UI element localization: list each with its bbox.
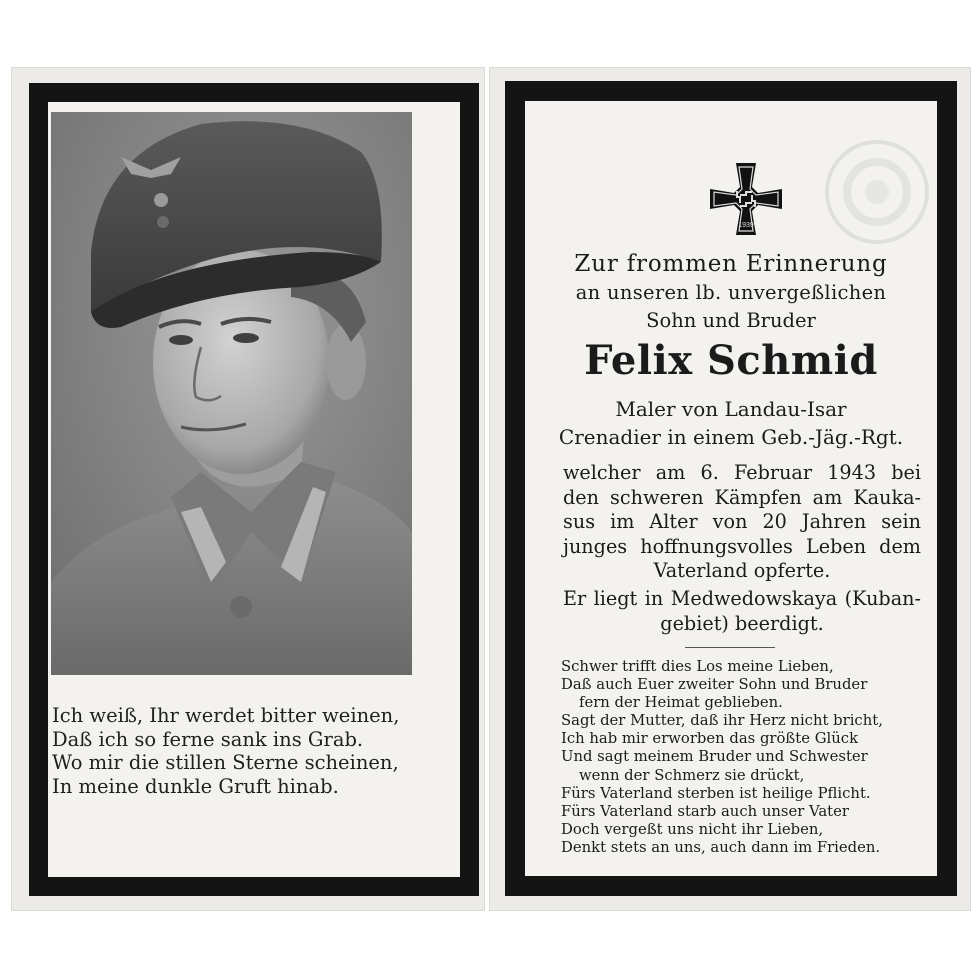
poem-line: In meine dunkle Gruft hinab. xyxy=(52,774,339,798)
poem-line: Ich weiß, Ihr werdet bitter weinen, xyxy=(52,704,400,727)
paragraph-line: welcher am 6. Februar 1943 bei xyxy=(563,461,921,484)
verse-line: fern der Heimat geblieben. xyxy=(579,694,783,712)
poem-line: Daß ich so ferne sank ins Grab. xyxy=(52,727,364,751)
verse-line: Sagt der Mutter, daß ihr Herz nicht bricht, xyxy=(561,712,883,730)
burial-paragraph xyxy=(563,587,921,636)
heading-line: an unseren lb. unvergeßlichen xyxy=(575,281,887,304)
verse-line: Fürs Vaterland starb auch unser Vater xyxy=(561,802,849,820)
paragraph-line: Vaterland opferte. xyxy=(653,559,831,582)
verse-line: wenn der Schmerz sie drückt, xyxy=(579,766,805,784)
right-card-panel xyxy=(490,68,970,910)
death-paragraph xyxy=(563,461,921,584)
verse-line: Schwer trifft dies Los meine Lieben, xyxy=(561,658,834,675)
closing-verse xyxy=(561,658,931,857)
paragraph-line: den schweren Kämpfen am Kauka- xyxy=(563,485,921,509)
divider-line xyxy=(685,647,775,648)
black-mourning-border-right xyxy=(505,81,957,896)
portrait-photo xyxy=(51,112,412,675)
paragraph-line: junges hoffnungsvolles Leben dem xyxy=(563,534,921,558)
faint-stamp-watermark xyxy=(818,133,936,251)
poem-line: Wo mir die stillen Sterne scheinen, xyxy=(52,751,399,774)
verse-line: Ich hab mir erworben das größte Glück xyxy=(561,730,859,748)
verse-line: Fürs Vaterland sterben ist heilige Pflicht. xyxy=(561,784,871,802)
memorial-poem xyxy=(52,704,442,798)
left-card-panel xyxy=(12,68,484,910)
iron-cross-icon xyxy=(710,163,782,235)
occupation-line: Maler von Landau-Isar xyxy=(615,397,847,421)
paragraph-line: gebiet) beerdigt. xyxy=(660,611,824,635)
verse-line: Doch vergeßt uns nicht ihr Lieben, xyxy=(561,820,824,838)
paragraph-line: Er liegt in Medwedowskaya (Kuban- xyxy=(563,587,921,610)
paragraph-line: sus im Alter von 20 Jahren sein xyxy=(563,510,921,533)
rank-line: Crenadier in einem Geb.-Jäg.-Rgt. xyxy=(558,425,904,449)
heading-line: Sohn und Bruder xyxy=(646,309,816,332)
svg-text:1939: 1939 xyxy=(738,222,754,229)
soldier-portrait-image xyxy=(51,112,412,675)
heading-line: Zur frommen Erinnerung xyxy=(574,251,888,277)
verse-line: Denkt stets an uns, auch dann im Frieden. xyxy=(561,838,881,856)
verse-line: Und sagt meinem Bruder und Schwester xyxy=(561,748,868,766)
verse-line: Daß auch Euer zweiter Sohn und Bruder xyxy=(561,676,868,694)
deceased-name: Felix Schmid xyxy=(584,337,878,384)
